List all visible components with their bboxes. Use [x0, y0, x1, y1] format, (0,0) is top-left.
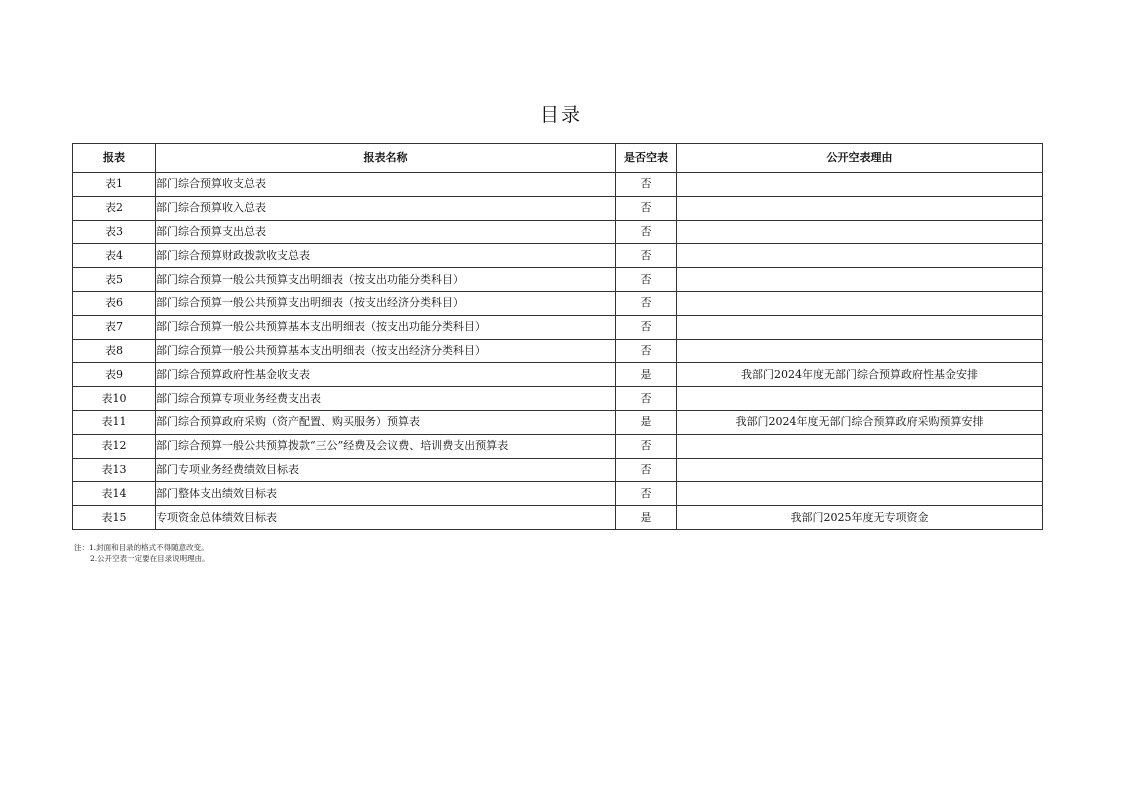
report-no-cell: 表10	[73, 387, 156, 411]
report-name-cell: 部门综合预算一般公共预算支出明细表（按支出经济分类科目）	[156, 291, 616, 315]
report-no-cell: 表14	[73, 482, 156, 506]
empty-reason-cell	[677, 268, 1043, 292]
table-body	[73, 173, 1043, 530]
report-no-cell: 表6	[73, 291, 156, 315]
is-empty-cell: 否	[616, 220, 677, 244]
table-header-row	[73, 144, 1043, 173]
footnotes	[74, 542, 210, 564]
report-name-cell: 部门综合预算一般公共预算基本支出明细表（按支出经济分类科目）	[156, 339, 616, 363]
report-name-cell: 部门专项业务经费绩效目标表	[156, 458, 616, 482]
report-no-cell: 表1	[73, 173, 156, 197]
is-empty-cell: 否	[616, 196, 677, 220]
is-empty-cell: 否	[616, 291, 677, 315]
is-empty-cell: 否	[616, 387, 677, 411]
report-no-cell: 表12	[73, 434, 156, 458]
table-row	[73, 387, 1043, 411]
report-name-cell: 专项资金总体绩效目标表	[156, 506, 616, 530]
report-name-cell: 部门综合预算政府性基金收支表	[156, 363, 616, 387]
is-empty-cell: 是	[616, 506, 677, 530]
report-name-cell: 部门综合预算一般公共预算拨款“三公”经费及会议费、培训费支出预算表	[156, 434, 616, 458]
is-empty-cell: 是	[616, 410, 677, 434]
table-row	[73, 339, 1043, 363]
report-name-cell: 部门综合预算财政拨款收支总表	[156, 244, 616, 268]
report-no-cell: 表3	[73, 220, 156, 244]
empty-reason-cell	[677, 482, 1043, 506]
is-empty-cell: 否	[616, 244, 677, 268]
report-name-cell: 部门综合预算一般公共预算支出明细表（按支出功能分类科目）	[156, 268, 616, 292]
report-name-cell: 部门综合预算收支总表	[156, 173, 616, 197]
empty-reason-cell	[677, 196, 1043, 220]
empty-reason-cell	[677, 339, 1043, 363]
table-row	[73, 410, 1043, 434]
header-empty-reason: 公开空表理由	[677, 144, 1043, 173]
empty-reason-cell	[677, 315, 1043, 339]
footnote-2: 2.公开空表一定要在目录说明理由。	[90, 554, 210, 563]
report-name-cell: 部门综合预算支出总表	[156, 220, 616, 244]
header-report-name: 报表名称	[156, 144, 616, 173]
report-no-cell: 表11	[73, 410, 156, 434]
report-no-cell: 表4	[73, 244, 156, 268]
table-row	[73, 196, 1043, 220]
table-row	[73, 291, 1043, 315]
empty-reason-cell	[677, 173, 1043, 197]
report-no-cell: 表5	[73, 268, 156, 292]
report-name-cell: 部门综合预算收入总表	[156, 196, 616, 220]
is-empty-cell: 否	[616, 458, 677, 482]
empty-reason-cell	[677, 434, 1043, 458]
report-no-cell: 表2	[73, 196, 156, 220]
empty-reason-cell: 我部门2024年度无部门综合预算政府采购预算安排	[677, 410, 1043, 434]
empty-reason-cell	[677, 291, 1043, 315]
report-name-cell: 部门综合预算专项业务经费支出表	[156, 387, 616, 411]
report-no-cell: 表15	[73, 506, 156, 530]
is-empty-cell: 是	[616, 363, 677, 387]
is-empty-cell: 否	[616, 315, 677, 339]
empty-reason-cell: 我部门2025年度无专项资金	[677, 506, 1043, 530]
footnote-1: 注：1.封面和目录的格式不得随意改变。	[74, 543, 209, 552]
report-name-cell: 部门整体支出绩效目标表	[156, 482, 616, 506]
table-row	[73, 173, 1043, 197]
table-row	[73, 244, 1043, 268]
report-no-cell: 表9	[73, 363, 156, 387]
report-no-cell: 表7	[73, 315, 156, 339]
is-empty-cell: 否	[616, 434, 677, 458]
table-row	[73, 458, 1043, 482]
page-title: 目录	[539, 104, 582, 126]
table-row	[73, 482, 1043, 506]
report-no-cell: 表8	[73, 339, 156, 363]
report-name-cell: 部门综合预算一般公共预算基本支出明细表（按支出功能分类科目）	[156, 315, 616, 339]
header-report-no: 报表	[73, 144, 156, 173]
table-row	[73, 506, 1043, 530]
table-row	[73, 268, 1043, 292]
toc-table	[72, 143, 1043, 530]
is-empty-cell: 否	[616, 482, 677, 506]
is-empty-cell: 否	[616, 268, 677, 292]
header-is-empty: 是否空表	[616, 144, 677, 173]
table-row	[73, 220, 1043, 244]
is-empty-cell: 否	[616, 173, 677, 197]
report-no-cell: 表13	[73, 458, 156, 482]
report-name-cell: 部门综合预算政府采购（资产配置、购买服务）预算表	[156, 410, 616, 434]
empty-reason-cell	[677, 220, 1043, 244]
empty-reason-cell	[677, 387, 1043, 411]
table-row	[73, 363, 1043, 387]
table-row	[73, 315, 1043, 339]
empty-reason-cell: 我部门2024年度无部门综合预算政府性基金安排	[677, 363, 1043, 387]
empty-reason-cell	[677, 458, 1043, 482]
is-empty-cell: 否	[616, 339, 677, 363]
table-row	[73, 434, 1043, 458]
empty-reason-cell	[677, 244, 1043, 268]
